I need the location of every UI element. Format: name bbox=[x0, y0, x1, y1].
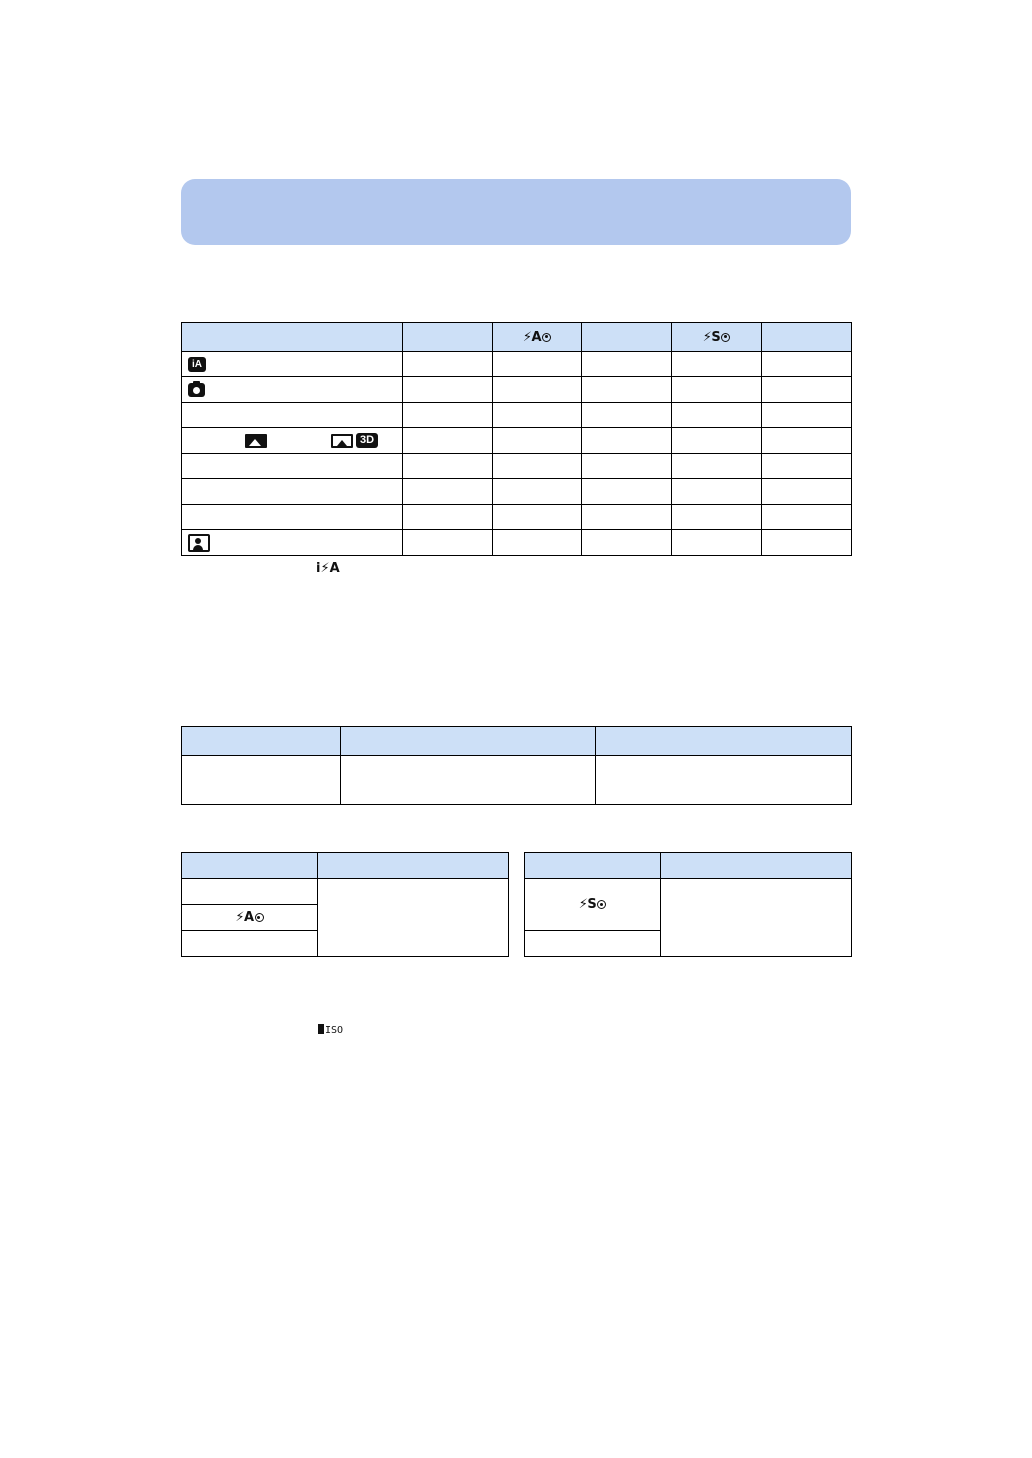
header-cell bbox=[525, 853, 661, 879]
cell bbox=[493, 505, 582, 530]
cell bbox=[672, 352, 762, 377]
table-row bbox=[182, 454, 852, 479]
table-header-row bbox=[182, 727, 852, 756]
cell bbox=[182, 879, 318, 905]
cell bbox=[341, 756, 596, 805]
cell bbox=[762, 505, 852, 530]
table-row bbox=[182, 479, 852, 505]
header-cell bbox=[182, 853, 318, 879]
header-cell-slow-sync-redeye bbox=[672, 323, 762, 352]
cell bbox=[182, 905, 318, 931]
cell bbox=[582, 505, 672, 530]
panorama-scene-icon bbox=[331, 434, 353, 448]
table-row bbox=[525, 879, 852, 931]
cell bbox=[403, 428, 493, 454]
cell bbox=[672, 428, 762, 454]
cell bbox=[182, 931, 318, 957]
table-row bbox=[182, 403, 852, 428]
cell bbox=[582, 428, 672, 454]
table-row bbox=[182, 879, 509, 905]
cell bbox=[672, 505, 762, 530]
cell bbox=[403, 479, 493, 505]
cell bbox=[493, 454, 582, 479]
table-header-row bbox=[525, 853, 852, 879]
cell bbox=[582, 403, 672, 428]
cell bbox=[493, 428, 582, 454]
mode-cell bbox=[182, 352, 403, 377]
table-header-row bbox=[182, 323, 852, 352]
cell bbox=[582, 377, 672, 403]
intelligent-auto-icon: iA bbox=[188, 357, 206, 372]
mode-cell bbox=[182, 530, 403, 556]
header-cell bbox=[182, 727, 341, 756]
header-cell bbox=[318, 853, 509, 879]
header-cell bbox=[661, 853, 852, 879]
cell bbox=[582, 454, 672, 479]
shutter-speed-table-right bbox=[524, 852, 852, 957]
cell bbox=[672, 403, 762, 428]
mode-cell bbox=[182, 428, 403, 454]
header-cell-flash-auto-redeye bbox=[493, 323, 582, 352]
cell bbox=[762, 454, 852, 479]
cell bbox=[596, 756, 852, 805]
cell bbox=[493, 377, 582, 403]
scene-mode-icon bbox=[245, 434, 267, 448]
cell bbox=[493, 530, 582, 556]
mode-cell bbox=[182, 377, 403, 403]
cell bbox=[525, 931, 661, 957]
intelligent-flash-auto-icon: i⚡A bbox=[316, 561, 340, 576]
header-cell bbox=[341, 727, 596, 756]
cell bbox=[403, 454, 493, 479]
flash-auto-redeye-icon: ⚡A bbox=[523, 330, 551, 345]
cell bbox=[403, 505, 493, 530]
cell bbox=[762, 428, 852, 454]
mode-cell bbox=[182, 505, 403, 530]
cell bbox=[493, 403, 582, 428]
cell bbox=[403, 530, 493, 556]
cell bbox=[762, 352, 852, 377]
cell bbox=[762, 479, 852, 505]
header-cell bbox=[596, 727, 852, 756]
table-row bbox=[182, 756, 852, 805]
merged-cell bbox=[661, 879, 852, 957]
table-row bbox=[182, 530, 852, 556]
cell bbox=[672, 479, 762, 505]
cell bbox=[672, 454, 762, 479]
header-cell bbox=[403, 323, 493, 352]
cell bbox=[672, 377, 762, 403]
3d-mode-icon: 3D bbox=[356, 433, 378, 448]
table-row bbox=[182, 377, 852, 403]
slow-sync-redeye-icon: ⚡S bbox=[703, 330, 731, 345]
cell bbox=[403, 377, 493, 403]
cell bbox=[493, 352, 582, 377]
header-cell bbox=[762, 323, 852, 352]
mode-cell bbox=[182, 454, 403, 479]
cell bbox=[762, 403, 852, 428]
flash-auto-redeye-icon: ⚡A bbox=[235, 910, 263, 925]
cell bbox=[762, 377, 852, 403]
cell bbox=[403, 352, 493, 377]
cell bbox=[762, 530, 852, 556]
cell bbox=[582, 352, 672, 377]
header-cell bbox=[582, 323, 672, 352]
section-header-banner bbox=[181, 179, 851, 245]
flash-mode-table bbox=[181, 322, 852, 556]
intelligent-iso-icon: ISO bbox=[318, 1024, 343, 1036]
cell bbox=[582, 479, 672, 505]
mode-cell bbox=[182, 479, 403, 505]
slow-sync-redeye-icon: ⚡S bbox=[579, 897, 607, 912]
mode-cell bbox=[182, 403, 403, 428]
cell bbox=[493, 479, 582, 505]
table-row bbox=[182, 352, 852, 377]
header-cell bbox=[182, 323, 403, 352]
table-row bbox=[182, 505, 852, 530]
flash-range-table bbox=[181, 726, 852, 805]
table-row bbox=[182, 428, 852, 454]
shutter-speed-table-left bbox=[181, 852, 509, 957]
cell bbox=[672, 530, 762, 556]
cell bbox=[403, 403, 493, 428]
table-header-row bbox=[182, 853, 509, 879]
portrait-icon bbox=[188, 534, 210, 552]
cell bbox=[182, 756, 341, 805]
cell bbox=[525, 879, 661, 931]
cell bbox=[582, 530, 672, 556]
merged-cell bbox=[318, 879, 509, 957]
camera-icon bbox=[188, 383, 205, 397]
